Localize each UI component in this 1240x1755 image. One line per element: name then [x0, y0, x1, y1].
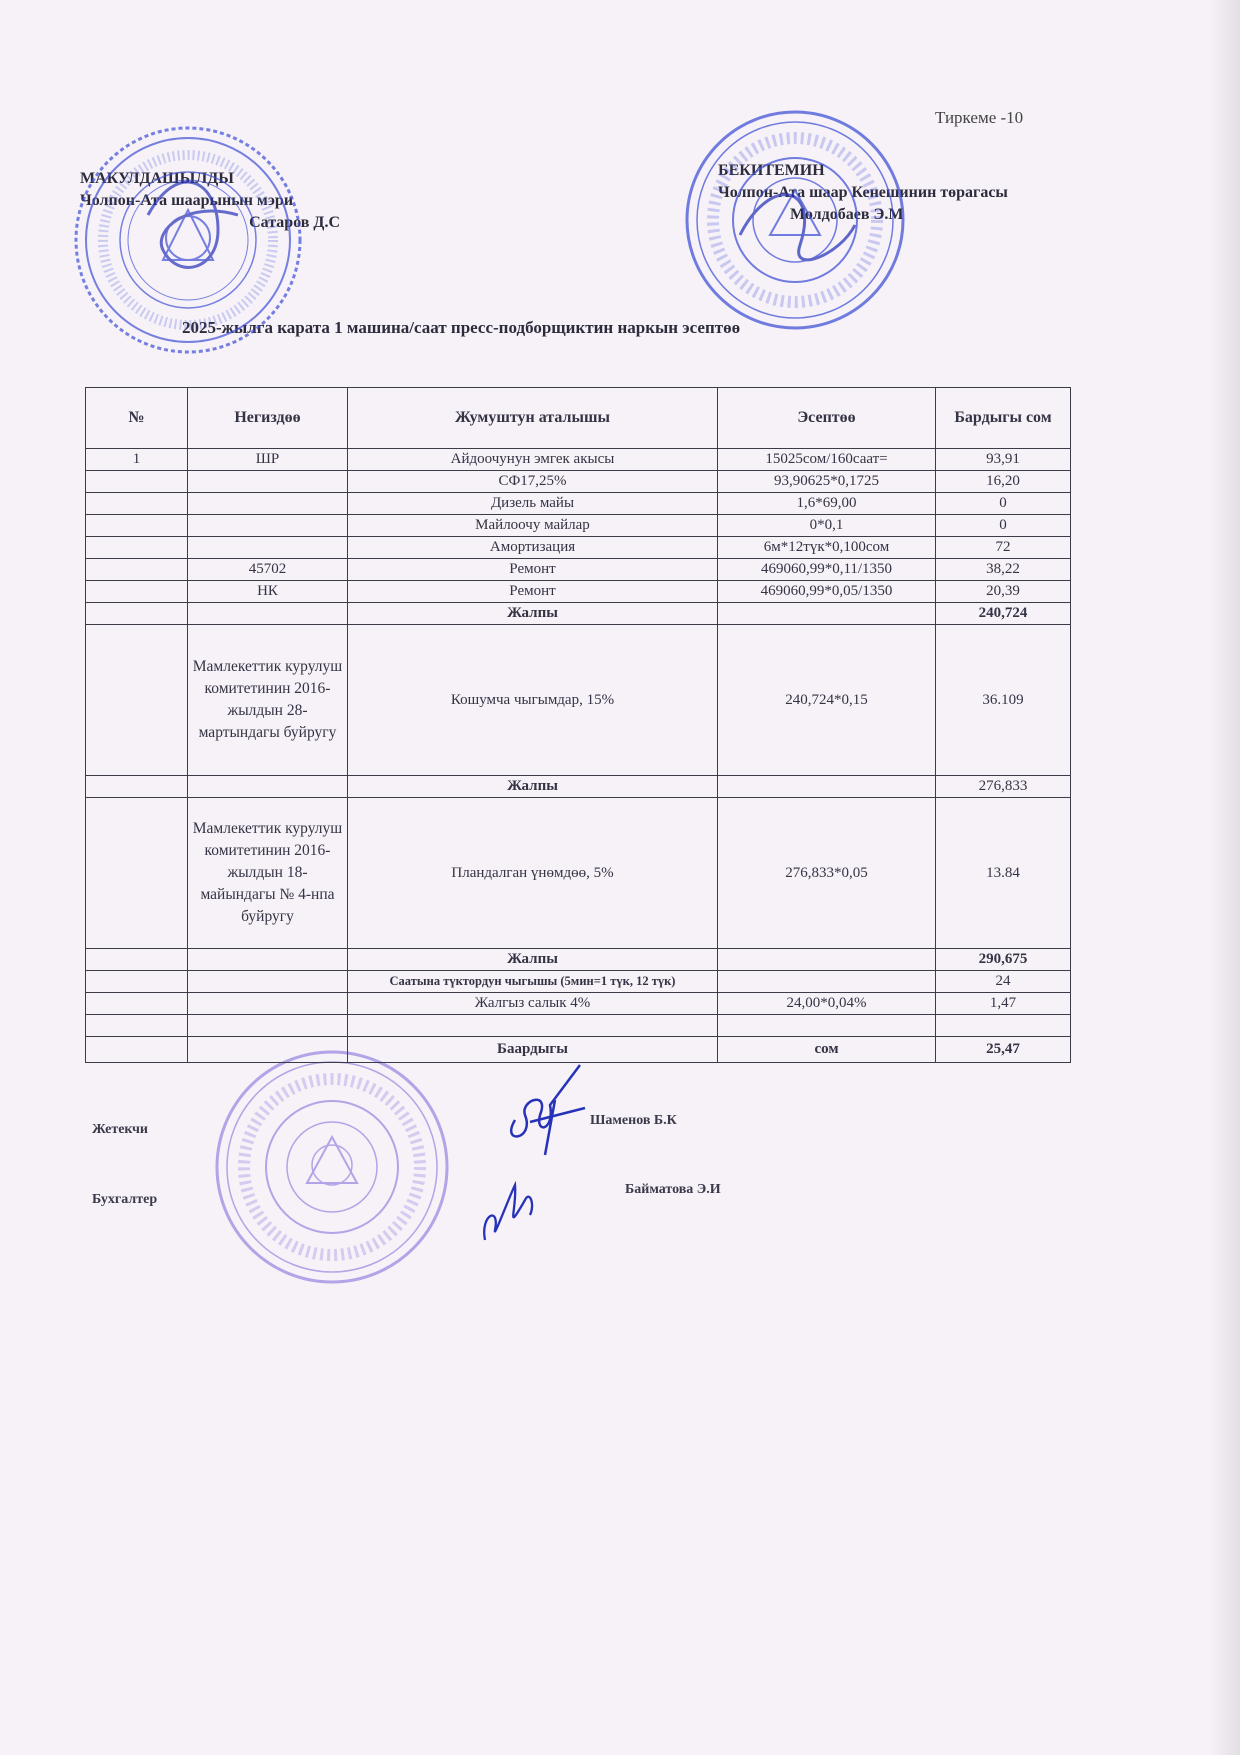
cell-calc: 240,724*0,15 [718, 625, 936, 776]
approval-left-position: Чолпон-Ата шаарынын мэри [80, 192, 294, 209]
cell-calc [718, 971, 936, 993]
cell-basis [188, 493, 348, 515]
table-header-row [86, 388, 1071, 449]
table-row [86, 537, 1071, 559]
cell-number [86, 493, 188, 515]
cell-work: Кошумча чыгымдар, 15% [348, 625, 718, 776]
cell-number [86, 581, 188, 603]
cell-basis [188, 1015, 348, 1037]
cell-basis [188, 537, 348, 559]
cell-calc: 6м*12түк*0,100сом [718, 537, 936, 559]
cell-work: Дизель майы [348, 493, 718, 515]
approval-left-title: МАКУЛДАШЫЛДЫ [80, 170, 234, 187]
cell-work: СФ17,25% [348, 471, 718, 493]
cell-basis [188, 1037, 348, 1063]
cell-work: Майлоочу майлар [348, 515, 718, 537]
cell-total: 0 [936, 493, 1071, 515]
cell-work [348, 1015, 718, 1037]
cell-basis [188, 949, 348, 971]
header-total: Бардыгы сом [936, 388, 1071, 449]
accountant-name: Байматова Э.И [625, 1182, 721, 1197]
table-row [86, 471, 1071, 493]
cell-number: 1 [86, 449, 188, 471]
cell-total: 36.109 [936, 625, 1071, 776]
cell-calc: сом [718, 1037, 936, 1063]
cell-work: Жалгыз салык 4% [348, 993, 718, 1015]
cell-basis: 45702 [188, 559, 348, 581]
table-row [86, 625, 1071, 776]
cell-number [86, 993, 188, 1015]
cell-number [86, 1015, 188, 1037]
cell-basis [188, 471, 348, 493]
cell-total: 20,39 [936, 581, 1071, 603]
cell-total: 24 [936, 971, 1071, 993]
cell-total: 290,675 [936, 949, 1071, 971]
cell-number [86, 1037, 188, 1063]
cost-calculation-table [85, 387, 1071, 1063]
table-row [86, 559, 1071, 581]
council-seal-stamp [680, 105, 910, 335]
cell-basis: Мамлекеттик курулуш комитетинин 2016-жылдын 28-мартындагы буйругу [188, 625, 348, 776]
cell-number [86, 515, 188, 537]
table-row [86, 993, 1071, 1015]
cell-work: Ремонт [348, 559, 718, 581]
cell-basis: ШР [188, 449, 348, 471]
subtotal-row [86, 776, 1071, 798]
cell-calc: 1,6*69,00 [718, 493, 936, 515]
cell-calc [718, 776, 936, 798]
cell-number [86, 949, 188, 971]
grand-total-row [86, 1037, 1071, 1063]
cell-calc: 24,00*0,04% [718, 993, 936, 1015]
header-basis: Негиздөө [188, 388, 348, 449]
cell-calc [718, 603, 936, 625]
cell-number [86, 537, 188, 559]
approval-left-name: Сатаров Д.С [249, 214, 340, 231]
table-row [86, 449, 1071, 471]
approval-right-position: Чолпон-Ата шаар Кенешинин төрагасы [718, 184, 1008, 201]
cell-total [936, 1015, 1071, 1037]
table-row [86, 798, 1071, 949]
cell-total: 72 [936, 537, 1071, 559]
cell-number [86, 471, 188, 493]
mayor-seal-stamp [68, 120, 308, 360]
cell-number [86, 603, 188, 625]
cell-total: 25,47 [936, 1037, 1071, 1063]
cell-total: 0 [936, 515, 1071, 537]
cell-number [86, 559, 188, 581]
cell-work: Айдоочунун эмгек акысы [348, 449, 718, 471]
head-role-label: Жетекчи [92, 1122, 148, 1137]
cell-total: 240,724 [936, 603, 1071, 625]
approval-right-title: БЕКИТЕМИН [718, 162, 825, 179]
table-row [86, 493, 1071, 515]
subtotal-row [86, 949, 1071, 971]
accountant-role-label: Бухгалтер [92, 1192, 158, 1207]
approval-right-name: Молдобаев Э.М [790, 206, 904, 223]
cell-number [86, 625, 188, 776]
cell-calc [718, 949, 936, 971]
document-title: 2025-жылга карата 1 машина/саат пресс-подборщиктин наркын эсептөө [182, 318, 741, 337]
cell-total: 38,22 [936, 559, 1071, 581]
cell-calc: 0*0,1 [718, 515, 936, 537]
cell-basis [188, 603, 348, 625]
cell-work: Саатына түктордун чыгышы (5мин=1 түк, 12 түк) [348, 971, 718, 993]
cell-number [86, 776, 188, 798]
appendix-label: Тиркеме -10 [935, 108, 1024, 127]
cell-number [86, 971, 188, 993]
subtotal-row [86, 603, 1071, 625]
cell-basis: НК [188, 581, 348, 603]
cell-basis: Мамлекеттик курулуш комитетинин 2016-жылдын 18-майындагы № 4-нпа буйругу [188, 798, 348, 949]
table-row [86, 1015, 1071, 1037]
cell-work: Жалпы [348, 776, 718, 798]
cell-total: 13.84 [936, 798, 1071, 949]
header-work-name: Жумуштун аталышы [348, 388, 718, 449]
cell-basis [188, 515, 348, 537]
cell-calc [718, 1015, 936, 1037]
cell-basis [188, 776, 348, 798]
cell-work: Амортизация [348, 537, 718, 559]
cell-calc: 93,90625*0,1725 [718, 471, 936, 493]
cell-calc: 15025сом/160саат= [718, 449, 936, 471]
cell-total: 93,91 [936, 449, 1071, 471]
table-row [86, 581, 1071, 603]
cell-total: 276,833 [936, 776, 1071, 798]
cell-calc: 469060,99*0,05/1350 [718, 581, 936, 603]
cell-work: Жалпы [348, 949, 718, 971]
cell-total: 16,20 [936, 471, 1071, 493]
cell-calc: 276,833*0,05 [718, 798, 936, 949]
cell-number [86, 798, 188, 949]
cell-basis [188, 971, 348, 993]
head-name: Шаменов Б.К [590, 1113, 677, 1128]
head-signature [495, 1060, 595, 1160]
cell-work: Жалпы [348, 603, 718, 625]
cell-calc: 469060,99*0,11/1350 [718, 559, 936, 581]
header-number: № [86, 388, 188, 449]
cell-total: 1,47 [936, 993, 1071, 1015]
cell-work: Ремонт [348, 581, 718, 603]
accountant-signature [475, 1165, 545, 1245]
cell-work: Пландалган үнөмдөө, 5% [348, 798, 718, 949]
cell-work: Баардыгы [348, 1037, 718, 1063]
table-row [86, 971, 1071, 993]
header-calculation: Эсептөө [718, 388, 936, 449]
cell-basis [188, 993, 348, 1015]
enterprise-seal-stamp [210, 1045, 455, 1290]
table-row [86, 515, 1071, 537]
scan-edge-shadow [1210, 0, 1240, 1755]
